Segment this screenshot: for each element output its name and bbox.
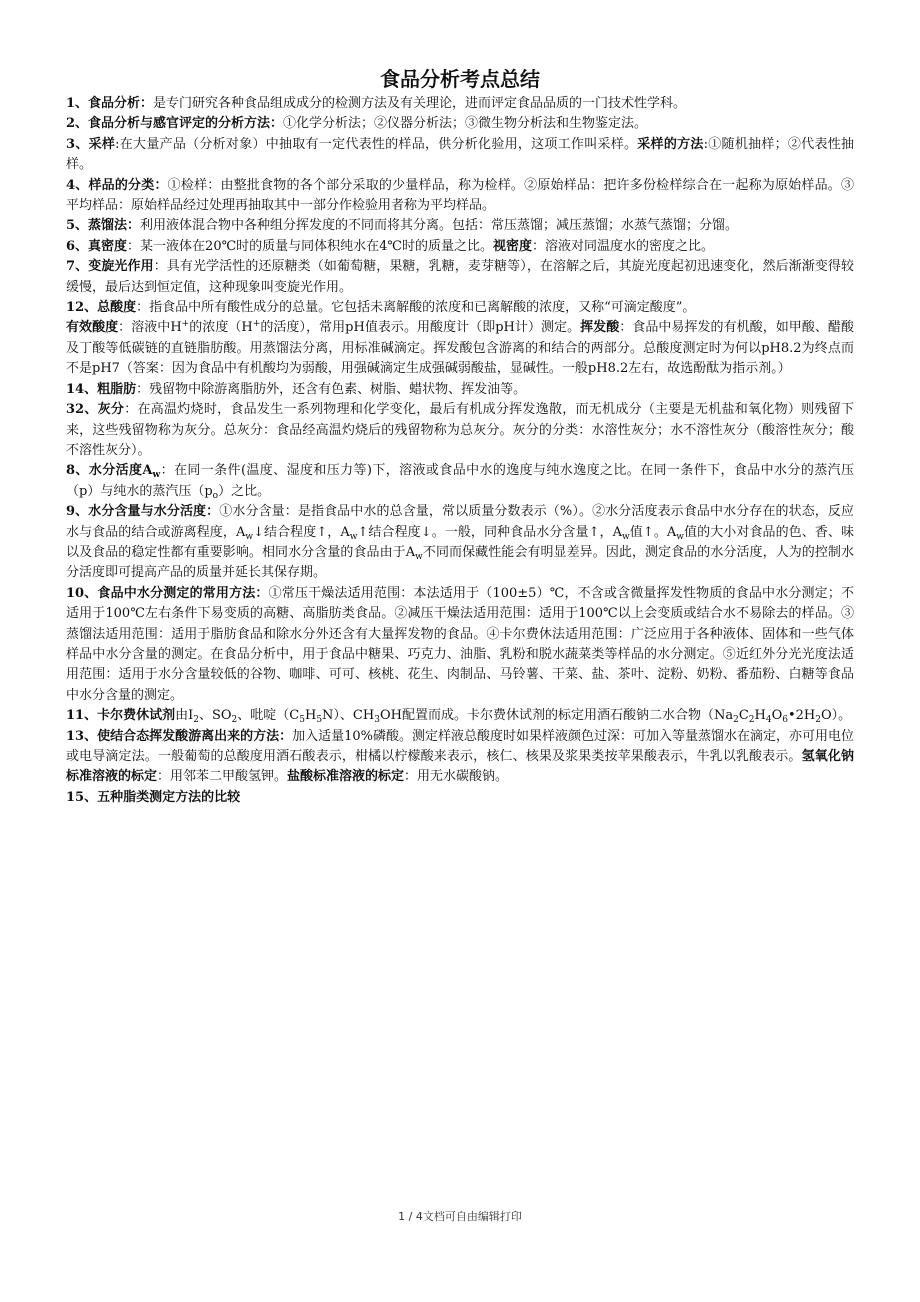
subscript: w [349, 531, 358, 542]
subscript: 6 [782, 715, 788, 726]
subscript: o [212, 490, 219, 501]
paragraph-text: 由I [175, 708, 194, 724]
paragraph-text: N）、CH [322, 708, 375, 724]
term-heading: 4、样品的分类： [66, 177, 168, 193]
paragraph-text: •2H [787, 708, 816, 724]
paragraph-text: 、SO [198, 708, 232, 724]
subscript: w [676, 531, 685, 542]
term-heading: 挥发酸 [580, 320, 620, 336]
paragraph-text: 值↑。A [629, 524, 677, 540]
paragraph-text: ①化学分析法；②仪器分析法；③微生物分析法和生物鉴定法。 [283, 116, 648, 132]
subscript: 2 [748, 715, 755, 726]
subscript: w [622, 531, 630, 542]
subscript: 5 [299, 715, 305, 726]
term-heading: 6、真密度 [66, 238, 128, 254]
term-heading: 5、蒸馏法： [66, 218, 141, 234]
term-heading: 9、水分含量与水分活度： [66, 504, 220, 520]
paragraph-text: H [304, 708, 317, 724]
paragraph-text: 、吡啶（C [237, 708, 300, 724]
paragraph-text: ：用无水碳酸钠。 [404, 769, 509, 785]
paragraph-water-content [66, 502, 854, 584]
paragraph-text: C [738, 708, 749, 724]
term-heading: 11、卡尔费休试剂 [66, 708, 176, 724]
term-heading: 盐酸标准溶液的标定 [287, 769, 405, 785]
paragraph-text: ↑结合程度↓。一般，同种食品水分含量↑，A [357, 524, 622, 540]
term-heading: 有效酸度 [66, 320, 119, 336]
subscript: 2 [733, 715, 739, 726]
paragraph-text: ）之比。 [218, 483, 271, 499]
paragraph-water-activity [66, 461, 854, 502]
subscript: w [245, 531, 254, 542]
paragraph-text: O）。 [821, 708, 852, 724]
paragraph-text: :①随机抽样；②代表性抽样。 [66, 136, 854, 173]
term-heading: 采样的方法 [637, 136, 704, 152]
page-footer: 1 / 4文档可自由编辑打印 [398, 1210, 522, 1223]
paragraph-text: ↓结合程度↑，A [253, 524, 350, 540]
paragraph-text: ①水分含量：是指食品中水的总含量，常以质量分数表示（%）。②水分活度表示食品中水分存在的状态，反应水与食品的结合或游离程度，A [66, 504, 854, 540]
paragraph-text: OH配置而成。卡尔费休试剂的标定用酒石酸钠二水合物（Na [379, 708, 734, 724]
paragraph-text: :在大量产品（分析对象）中抽取有一定代表性的样品，供分析化验用，这项工作叫采样。 [115, 136, 638, 152]
paragraph-text: ：在同一条件(温度、湿度和压力等)下，溶液或食品中水的逸度与纯水逸度之比。在同一条件下，食品中水分的蒸汽压（p）与纯水的蒸汽压（p [66, 463, 854, 499]
term-heading: 14、粗脂肪 [66, 381, 137, 397]
term-heading: 32、灰分 [66, 402, 125, 418]
paragraph-moisture-methods [66, 584, 854, 706]
paragraph-text: 是专门研究各种食品组成成分的检测方法及有关理论，进而评定食品品质的一门技术性学科。 [153, 96, 687, 111]
paragraph-text: ：指食品中所有酸性成分的总量。它包括未离解酸的浓度和已离解酸的浓度，又称“可滴定酸度”。 [136, 300, 696, 316]
paragraph-food-analysis [66, 94, 854, 114]
paragraph-text: ：某一液体在20℃时的质量与同体积纯水在4℃时的质量之比。 [127, 238, 493, 254]
paragraph-mutarotation [66, 257, 854, 298]
subscript: 2 [231, 715, 238, 726]
superscript: + [252, 319, 261, 330]
subscript: 2 [815, 715, 821, 726]
term-heading: 12、总酸度 [66, 300, 137, 316]
paragraph-text: ①常压干燥法适用范围：本法适用于（100±5）℃，不含或含微量挥发性物质的食品中水分测定；不适用于100℃左右条件下易变质的高糖、高脂肪类食品。②减压干燥法适用范围：适用于100℃以上会变质或结合水不易除去的样品。③蒸馏法适用范围：适用于脂肪食品和除水分外还含有大量挥发物的食品。④卡尔费休法适用范围：广泛应用于各种液体、固体和一些气体样品中水分含量的测定。在食品分析中，用于食品中糖果、巧克力、油脂、乳粉和脱水蔬菜类等样品的水分测定。⑤近红外分光光度法适用范围：适用于水分含量较低的谷物、咖啡、可可、核桃、花生、肉制品、马铃薯、干菜、盐、茶叶、淀粉、奶粉、番茄粉、白糖等食品中水分含量的测定。 [66, 585, 854, 703]
superscript: + [181, 319, 190, 330]
paragraph-sampling [66, 135, 854, 176]
term-heading: 10、食品中水分测定的常用方法： [66, 585, 269, 601]
paragraph-text: ：溶液中H [118, 320, 182, 336]
paragraph-text: ：具有光学活性的还原糖类（如葡萄糖，果糖，乳糖，麦芽糖等），在溶解之后，其旋光度起初迅速变化，然后渐渐变得较缓慢，最后达到恒定值，这种现象叫变旋光作用。 [66, 259, 854, 295]
paragraph-karl-fischer [66, 706, 854, 726]
paragraph-density [66, 237, 854, 257]
subscript: 3 [374, 715, 380, 726]
paragraph-text: 利用液体混合物中各种组分挥发度的不同而将其分离。包括：常压蒸馏；减压蒸馏；水蒸气蒸馏；分馏。 [140, 218, 739, 234]
paragraph-text: ①检样：由整批食物的各个部分采取的少量样品，称为检样。②原始样品：把许多份检样综合在一起称为原始样品。③平均样品：原始样品经过处理再抽取其中一部分作检验用者称为平均样品。 [66, 177, 854, 214]
term-heading: 视密度 [492, 238, 532, 254]
term-heading: 氢氧化钠标准溶液的标定 [66, 749, 854, 785]
page-title: 食品分析考点总结 [380, 67, 540, 91]
paragraph-text: ：用邻苯二甲酸氢钾。 [157, 769, 288, 785]
paragraph-distillation [66, 216, 854, 236]
paragraph-volatile-acid [66, 727, 854, 788]
paragraph-total-acidity [66, 298, 854, 318]
term-heading: 2、食品分析与感官评定的分析方法： [66, 116, 284, 132]
paragraph-crude-fat [66, 380, 854, 400]
paragraph-text: ：溶液对同温度水的密度之比。 [531, 238, 714, 254]
term-heading-text: 8、水分活度A [66, 463, 153, 479]
paragraph-text: ：在高温灼烧时，食品发生一系列物理和化学变化，最后有机成分挥发逸散，而无机成分（主要是无机盐和氧化物）则残留下来，这些残留物称为灰分。总灰分：食品经高温灼烧后的残留物称为总灰分。灰分的分类：水溶性灰分；水不溶性灰分（酸溶性灰分；酸不溶性灰分）。 [66, 402, 854, 458]
paragraph-text: 的浓度（H [189, 320, 253, 336]
paragraph-text: 值的大小对食品的色、香、味以及食品的稳定性都有重要影响。相同水分含量的食品由于A [66, 524, 854, 560]
paragraph-text: 加入适量10%磷酸。测定样液总酸度时如果样液颜色过深：可加入等量蒸馏水在滴定，亦可用电位或电导滴定法。一般葡萄的总酸度用酒石酸表示，柑橘以柠檬酸来表示，核仁、核果及浆果类按苹果酸表示，牛乳以乳酸表示。 [66, 728, 854, 764]
term-heading [66, 463, 161, 481]
subscript: w [152, 470, 161, 481]
paragraph-effective-acidity [66, 318, 854, 379]
subscript: 5 [316, 715, 323, 726]
paragraph-lipid-comparison [66, 788, 854, 808]
term-heading: 15、五种脂类测定方法的比较 [66, 789, 241, 805]
subscript: 4 [765, 715, 772, 726]
paragraph-text: ：残留物中除游离脂肪外，还含有色素、树脂、蜡状物、挥发油等。 [136, 381, 527, 397]
paragraph-sample-types [66, 176, 854, 217]
paragraph-analysis-methods [66, 114, 854, 134]
term-heading: 3、采样 [66, 136, 116, 152]
paragraph-text: ：食品中易挥发的有机酸，如甲酸、醋酸及丁酸等低碳链的直链脂肪酸。用蒸馏法分离，用标准碱滴定。挥发酸包含游离的和结合的两部分。总酸度测定时为何以pH8.2为终点而不是pH7（答案：因为食品中有机酸均为弱酸，用强碱滴定生成强碱弱酸盐，显碱性。一般pH8.2左右，故选酚酞为指示剂。） [66, 320, 854, 377]
paragraph-text: H [754, 708, 766, 724]
paragraph-ash [66, 400, 854, 461]
subscript: w [415, 551, 423, 562]
term-heading: 7、变旋光作用 [66, 259, 154, 275]
document-body [66, 94, 854, 808]
paragraph-text: 的活度），常用pH值表示。用酸度计（即pH计）测定。 [260, 320, 581, 336]
term-heading: 1、食品分析： [66, 96, 154, 111]
paragraph-text: 不同而保藏性能会有明显差异。因此，测定食品的水分活度，人为的控制水分活度即可提高产品的质量并延长其保存期。 [66, 544, 854, 581]
term-heading: 13、使结合态挥发酸游离出来的方法： [66, 728, 293, 744]
paragraph-text: O [771, 708, 783, 724]
subscript: 2 [193, 715, 199, 726]
